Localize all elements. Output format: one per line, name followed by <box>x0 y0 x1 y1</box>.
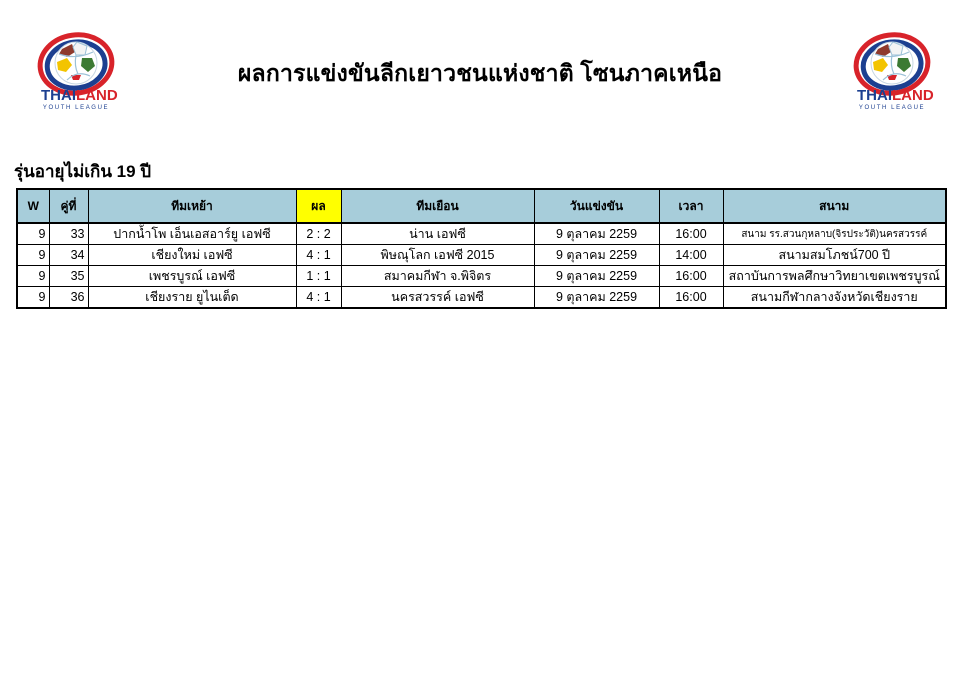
stadium-cell: สนามกีฬากลางจังหวัดเชียงราย <box>723 287 946 309</box>
home-team-cell: ปากน้ำโพ เอ็นเอสอาร์ยู เอฟซี <box>88 223 296 245</box>
age-group-label: รุ่นอายุไม่เกิน 19 ปี <box>14 162 152 181</box>
result-cell: 2 : 2 <box>296 223 341 245</box>
col-header-stadium: สนาม <box>723 189 946 223</box>
away-team-cell: สมาคมกีฬา จ.พิจิตร <box>341 266 534 287</box>
away-team-cell: น่าน เอฟซี <box>341 223 534 245</box>
time-cell: 14:00 <box>659 245 723 266</box>
week-cell: 9 <box>17 287 49 309</box>
col-header-home-team: ทีมเหย้า <box>88 189 296 223</box>
stadium-cell: สนาม รร.สวนกุหลาบ(จิรประวัติ)นครสวรรค์ <box>723 223 946 245</box>
match-no-cell: 35 <box>49 266 88 287</box>
stadium-cell: สนามสมโภชน์700 ปี <box>723 245 946 266</box>
time-cell: 16:00 <box>659 287 723 309</box>
logo-text-youth-league: YOUTH LEAGUE <box>42 105 110 111</box>
time-cell: 16:00 <box>659 266 723 287</box>
logo-text-thai: THAI <box>41 87 76 104</box>
col-header-match-date: วันแข่งขัน <box>534 189 659 223</box>
home-team-cell: เชียงราย ยูไนเต็ด <box>88 287 296 309</box>
match-date-cell: 9 ตุลาคม 2259 <box>534 245 659 266</box>
away-team-cell: นครสวรรค์ เอฟซี <box>341 287 534 309</box>
home-team-cell: เพชรบูรณ์ เอฟซี <box>88 266 296 287</box>
col-header-away-team: ทีมเยือน <box>341 189 534 223</box>
match-no-cell: 34 <box>49 245 88 266</box>
match-date-cell: 9 ตุลาคม 2259 <box>534 287 659 309</box>
home-team-cell: เชียงใหม่ เอฟซี <box>88 245 296 266</box>
table-row <box>17 223 946 245</box>
table-row <box>17 287 946 309</box>
col-header-time: เวลา <box>659 189 723 223</box>
week-cell: 9 <box>17 245 49 266</box>
col-header-week: W <box>17 189 49 223</box>
match-no-cell: 33 <box>49 223 88 245</box>
result-cell: 4 : 1 <box>296 245 341 266</box>
col-header-result: ผล <box>296 189 341 223</box>
logo-text-land: LAND <box>76 87 118 104</box>
table-header-row <box>17 189 946 223</box>
stadium-cell: สถาบันการพลศึกษาวิทยาเขตเพชรบูรณ์ <box>723 266 946 287</box>
table-row <box>17 245 946 266</box>
logo-text-land: LAND <box>892 87 934 104</box>
match-date-cell: 9 ตุลาคม 2259 <box>534 223 659 245</box>
time-cell: 16:00 <box>659 223 723 245</box>
match-no-cell: 36 <box>49 287 88 309</box>
page-title: ผลการแข่งขันลีกเยาวชนแห่งชาติ โซนภาคเหนือ <box>237 60 723 86</box>
results-table <box>16 188 947 309</box>
logo-text-youth-league: YOUTH LEAGUE <box>858 105 926 111</box>
logo-text-thai: THAI <box>857 87 892 104</box>
week-cell: 9 <box>17 266 49 287</box>
result-cell: 1 : 1 <box>296 266 341 287</box>
result-cell: 4 : 1 <box>296 287 341 309</box>
col-header-match-no: คู่ที่ <box>49 189 88 223</box>
match-date-cell: 9 ตุลาคม 2259 <box>534 266 659 287</box>
table-row <box>17 266 946 287</box>
week-cell: 9 <box>17 223 49 245</box>
away-team-cell: พิษณุโลก เอฟซี 2015 <box>341 245 534 266</box>
